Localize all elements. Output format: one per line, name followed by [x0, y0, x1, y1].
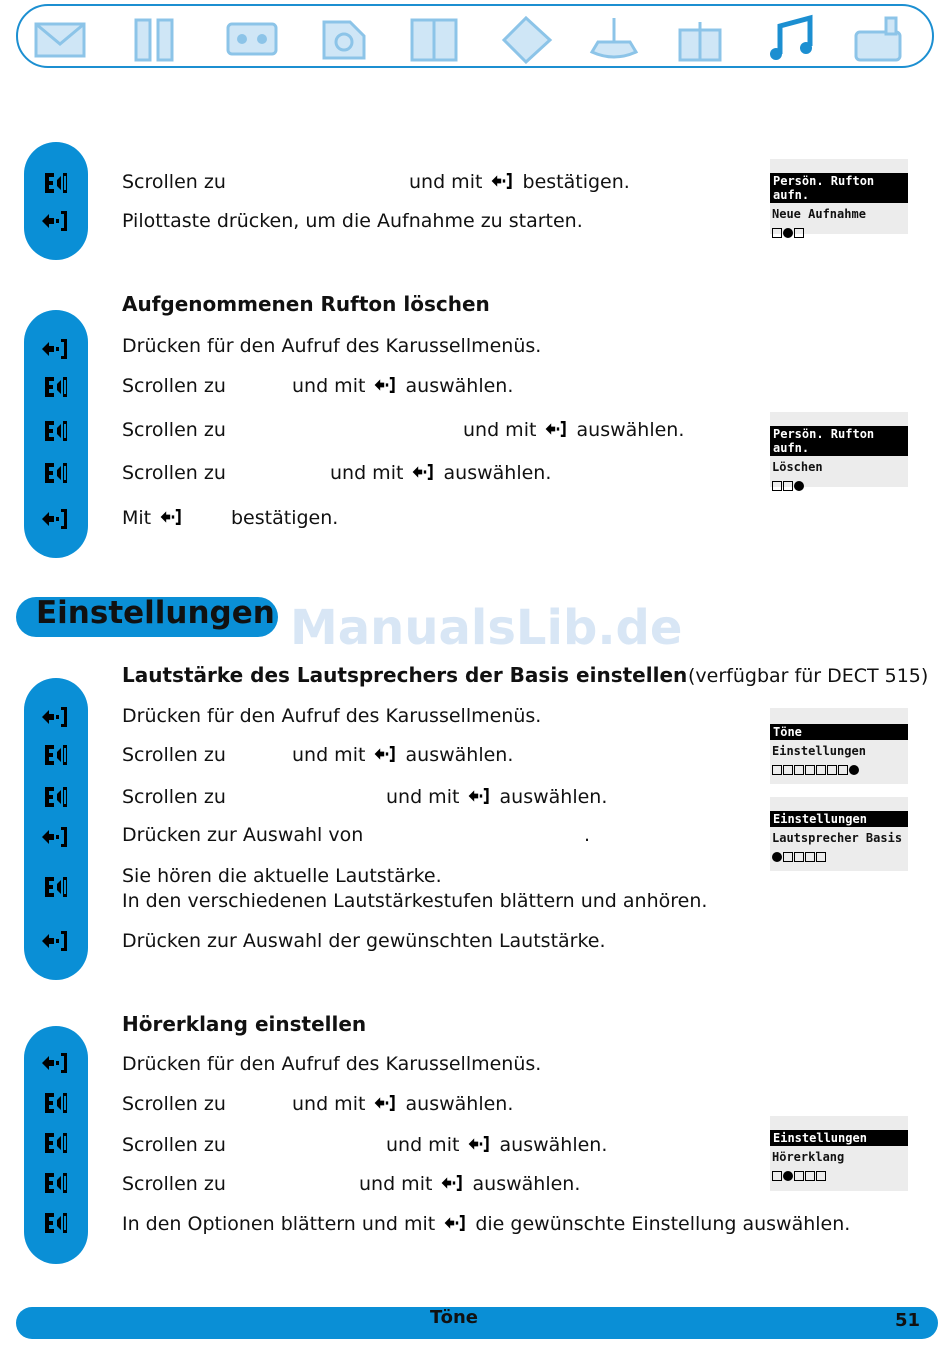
ok-key-icon	[40, 208, 70, 234]
instruction-line: und mit auswählen.	[386, 1134, 608, 1156]
instruction-line: und mit auswählen.	[292, 744, 514, 766]
instruction-line: Scrollen zu	[122, 744, 226, 766]
subsection-heading: Aufgenommenen Rufton löschen	[122, 292, 490, 316]
ok-key-icon	[411, 461, 435, 483]
lcd-display: Persön. Rufton aufn. Neue Aufnahme	[770, 159, 908, 234]
key-column	[24, 678, 88, 980]
scroll-key-icon	[40, 742, 70, 768]
notepad-icon	[496, 14, 556, 64]
phonebook-icon	[314, 14, 374, 64]
instruction-line: Scrollen zu	[122, 375, 226, 397]
lcd-display: Einstellungen Hörerklang	[770, 1116, 908, 1191]
tools-icon	[126, 14, 186, 64]
instruction-line: und mit auswählen.	[359, 1173, 581, 1195]
book-icon	[404, 14, 464, 64]
instruction-line: und mit auswählen.	[463, 419, 685, 441]
scroll-key-icon	[40, 374, 70, 400]
section-title-bar	[16, 597, 278, 637]
key-column	[24, 142, 88, 260]
instruction-line: Scrollen zu	[122, 171, 226, 193]
availability-note: (verfügbar für DECT 515)	[688, 665, 929, 687]
lcd-display: Töne Einstellungen	[770, 708, 908, 784]
footer-title: Töne	[430, 1307, 478, 1328]
instruction-line: Scrollen zu	[122, 419, 226, 441]
instruction-line: und mit auswählen.	[330, 462, 552, 484]
ok-key-icon	[40, 506, 70, 532]
instruction-line: Sie hören die aktuelle Lautstärke.	[122, 865, 442, 887]
key-column	[24, 310, 88, 558]
top-navigation-bar	[16, 4, 934, 68]
page-footer	[16, 1307, 938, 1339]
lcd-progress	[770, 1166, 908, 1184]
handset-base-icon	[848, 14, 908, 64]
ok-key-icon	[373, 743, 397, 765]
instruction-line: und mit auswählen.	[292, 1093, 514, 1115]
scroll-key-icon	[40, 1090, 70, 1116]
subsection-heading: Hörerklang einstellen	[122, 1012, 367, 1036]
scroll-key-icon	[40, 1130, 70, 1156]
instruction-line: Scrollen zu	[122, 1093, 226, 1115]
instruction-line: und mit bestätigen.	[409, 171, 630, 193]
cassette-icon	[222, 14, 282, 64]
lcd-display: Persön. Rufton aufn. Löschen	[770, 412, 908, 487]
lcd-progress	[770, 847, 908, 865]
scroll-key-icon	[40, 170, 70, 196]
scroll-key-icon	[40, 1170, 70, 1196]
instruction-line: Scrollen zu	[122, 462, 226, 484]
instruction-line: Drücken für den Aufruf des Karussellmenüs.	[122, 705, 542, 727]
scroll-key-icon	[40, 1210, 70, 1236]
scroll-key-icon	[40, 874, 70, 900]
instruction-line: bestätigen.	[231, 507, 339, 529]
instruction-line: Drücken für den Aufruf des Karussellmenüs.	[122, 335, 542, 357]
instruction-line: Drücken zur Auswahl der gewünschten Lautstärke.	[122, 930, 606, 952]
gift-icon	[670, 14, 730, 64]
ok-key-icon	[544, 418, 568, 440]
watermark: ManualsLib.de	[290, 600, 683, 656]
instruction-line: Drücken zur Auswahl von	[122, 824, 364, 846]
lcd-display: Einstellungen Lautsprecher Basis	[770, 797, 908, 871]
scroll-key-icon	[40, 418, 70, 444]
lcd-progress	[770, 223, 908, 241]
ok-key-icon	[40, 928, 70, 954]
instruction-line: Mit	[122, 506, 185, 530]
scroll-key-icon	[40, 460, 70, 486]
instruction-line: Pilottaste drücken, um die Aufnahme zu starten.	[122, 210, 583, 232]
ok-key-icon	[40, 336, 70, 362]
ok-key-icon	[467, 785, 491, 807]
instruction-line: Scrollen zu	[122, 786, 226, 808]
instruction-line: und mit auswählen.	[386, 786, 608, 808]
ok-key-icon	[443, 1212, 467, 1234]
instruction-line: und mit auswählen.	[292, 375, 514, 397]
ok-key-icon	[159, 506, 183, 528]
ok-key-icon	[373, 374, 397, 396]
instruction-line: Drücken für den Aufruf des Karussellmenüs.	[122, 1053, 542, 1075]
ok-key-icon	[40, 1050, 70, 1076]
scroll-key-icon	[40, 784, 70, 810]
alarm-icon	[584, 14, 644, 64]
ok-key-icon	[467, 1133, 491, 1155]
envelope-icon	[30, 14, 90, 64]
lcd-progress	[770, 760, 908, 778]
page-number: 51	[894, 1310, 920, 1331]
instruction-line: In den Optionen blättern und mit die gewünschte Einstellung auswählen.	[122, 1213, 851, 1235]
section-title: Einstellungen	[36, 595, 275, 631]
ok-key-icon	[440, 1172, 464, 1194]
ok-key-icon	[40, 704, 70, 730]
instruction-line: .	[584, 824, 591, 846]
instruction-line: Scrollen zu	[122, 1173, 226, 1195]
instruction-line: In den verschiedenen Lautstärkestufen blättern und anhören.	[122, 890, 708, 912]
instruction-line: Scrollen zu	[122, 1134, 226, 1156]
ok-key-icon	[373, 1092, 397, 1114]
ok-key-icon	[40, 824, 70, 850]
lcd-progress	[770, 476, 908, 494]
music-icon	[762, 14, 822, 64]
ok-key-icon	[490, 170, 514, 192]
subsection-heading: Lautstärke des Lautsprechers der Basis einstellen	[122, 663, 688, 687]
key-column	[24, 1026, 88, 1264]
